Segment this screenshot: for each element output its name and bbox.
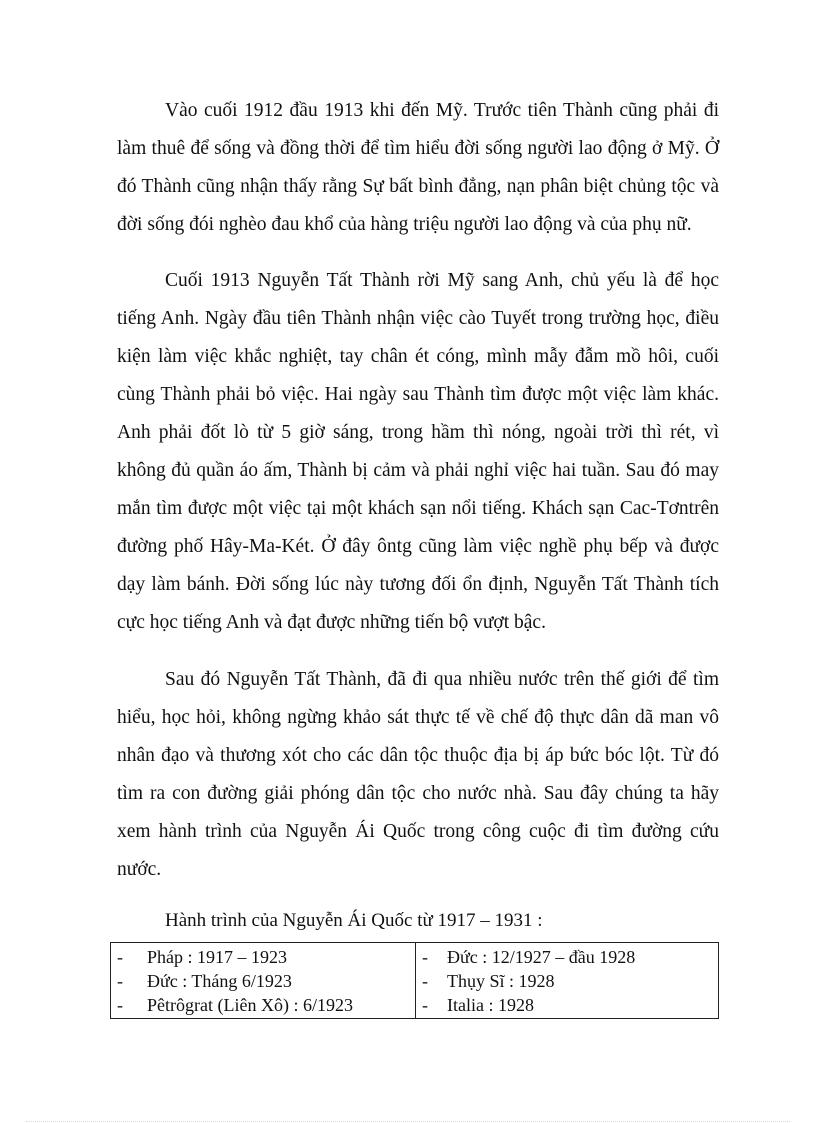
document-page bbox=[117, 92, 719, 1019]
itinerary-entry: Pêtrôgrat (Liên Xô) : 6/1923 bbox=[147, 995, 353, 1015]
itinerary-item bbox=[111, 945, 415, 969]
paragraph-usa: Vào cuối 1912 đầu 1913 khi đến Mỹ. Trước tiên Thành cũng phải đi làm thuê để sống và đồng thời để tìm hiểu đời sống người lao động ở Mỹ. Ở đó Thành cũng nhận thấy rằng Sự bất bình đẳng, nạn phân biệt chủng tộc và đời sống đói nghèo đau khổ của hàng triệu người lao động và của phụ nữ. bbox=[117, 100, 719, 235]
itinerary-right-column bbox=[416, 943, 719, 1019]
itinerary-item bbox=[416, 993, 718, 1017]
itinerary-entry: Pháp : 1917 – 1923 bbox=[147, 947, 288, 967]
bullet-dash: - bbox=[422, 947, 428, 967]
itinerary-item bbox=[111, 969, 415, 993]
bullet-dash: - bbox=[422, 995, 428, 1015]
itinerary-left-column bbox=[111, 943, 416, 1019]
itinerary-entry: Italia : 1928 bbox=[447, 995, 534, 1015]
paragraph-journey: Sau đó Nguyễn Tất Thành, đã đi qua nhiều nước trên thế giới để tìm hiểu, học hỏi, không ngừng khảo sát thực tế về chế độ thực dân dã man vô nhân đạo và thương xót cho các dân tộc thuộc địa bị áp bức bóc lột. Từ đó tìm ra con đường giải phóng dân tộc cho nước nhà. Sau đây chúng ta hãy xem hành trình của Nguyễn Ái Quốc trong công cuộc đi tìm đường cứu nước. bbox=[117, 669, 719, 880]
itinerary-entry: Thụy Sĩ : 1928 bbox=[447, 971, 555, 991]
bullet-dash: - bbox=[422, 971, 428, 991]
bullet-dash: - bbox=[117, 947, 123, 967]
itinerary-entry: Đức : 12/1927 – đầu 1928 bbox=[447, 947, 636, 967]
bullet-dash: - bbox=[117, 971, 123, 991]
itinerary-item bbox=[111, 993, 415, 1017]
page-bottom-divider bbox=[26, 1121, 790, 1122]
paragraph-england: Cuối 1913 Nguyễn Tất Thành rời Mỹ sang Anh, chủ yếu là để học tiếng Anh. Ngày đầu tiên Thành nhận việc cào Tuyết trong trường học, điều kiện làm việc khắc nghiệt, tay chân ét cóng, mình mẫy đẫm mồ hôi, cuối cùng Thành phải bỏ việc. Hai ngày sau Thành tìm được một việc làm khác. Anh phải đốt lò từ 5 giờ sáng, trong hầm thì nóng, ngoài trời thì rét, vì không đủ quần áo ấm, Thành bị cảm và phải nghỉ việc hai tuần. Sau đó may mắn tìm được một việc tại một khách sạn nổi tiếng. Khách sạn Cac-Tơntrên đường phố Hây-Ma-Két. Ở đây ôntg cũng làm việc nghề phụ bếp và được dạy làm bánh. Đời sống lúc này tương đối ổn định, Nguyễn Tất Thành tích cực học tiếng Anh và đạt được những tiến bộ vượt bậc. bbox=[117, 270, 719, 633]
bullet-dash: - bbox=[117, 995, 123, 1015]
itinerary-entry: Đức : Tháng 6/1923 bbox=[147, 971, 292, 991]
itinerary-caption: Hành trình của Nguyễn Ái Quốc từ 1917 – 1931 : bbox=[165, 910, 543, 931]
itinerary-item bbox=[416, 969, 718, 993]
itinerary-item bbox=[416, 945, 718, 969]
itinerary-table bbox=[110, 942, 719, 1019]
